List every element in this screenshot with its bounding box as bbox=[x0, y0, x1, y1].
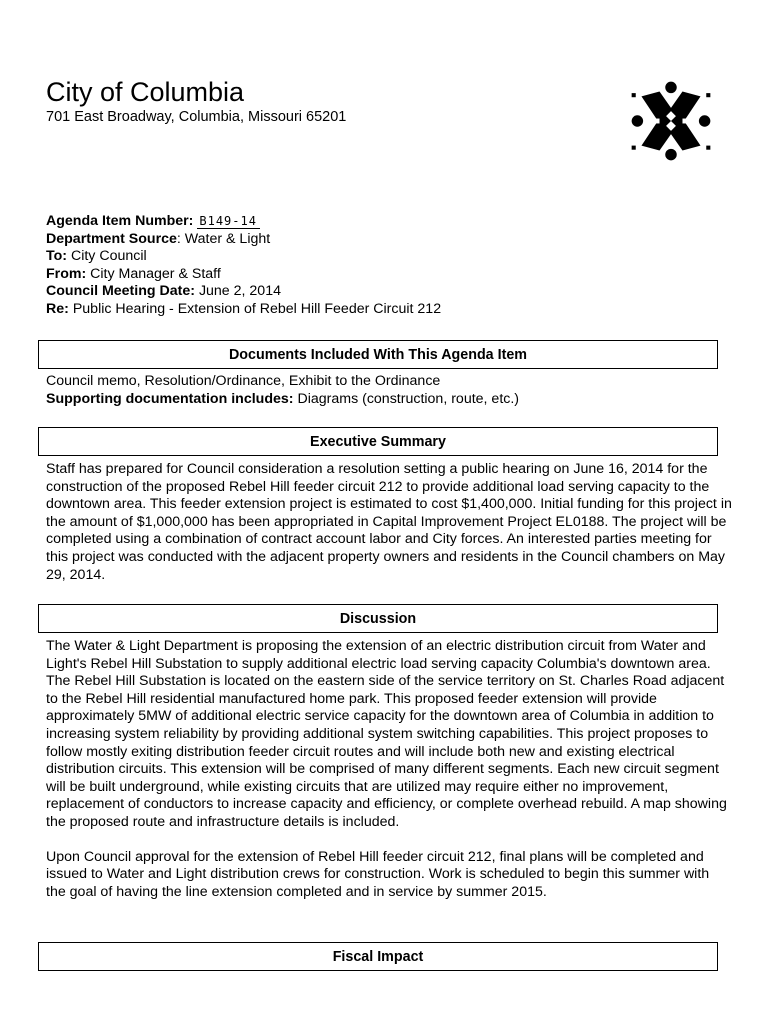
documents-heading: Documents Included With This Agenda Item bbox=[38, 340, 718, 369]
re-label: Re: bbox=[46, 300, 69, 317]
executive-summary-text: Staff has prepared for Council consideration a resolution setting a public hearing on June 16, 2014 for the construction of the proposed Rebel Hill feeder circuit 212 to provide additional load serving capacity to the downtown area. This feeder extension project is estimated to cost $1,400,000. Initial funding for this project in the amount of $1,000,000 has been appropriated in Capital Improvement Project EL0188. The project will be completed using a combination of contract account labor and City forces. An interested parties meeting for this project was conducted with the adjacent property owners and residents in the Council chambers on May 29, 2014. bbox=[46, 461, 732, 583]
from-value: City Manager & Staff bbox=[90, 265, 221, 282]
discussion-body bbox=[46, 638, 732, 901]
to-label: To: bbox=[46, 248, 68, 265]
documents-line: Council memo, Resolution/Ordinance, Exhibit to the Ordinance bbox=[46, 373, 441, 389]
discussion-heading: Discussion bbox=[38, 604, 718, 633]
from-row bbox=[46, 266, 726, 284]
fiscal-impact-heading: Fiscal Impact bbox=[38, 942, 718, 971]
supporting-docs-label: Supporting documentation includes: bbox=[46, 390, 294, 407]
department-value: Water & Light bbox=[184, 230, 271, 247]
from-label: From: bbox=[46, 265, 87, 282]
city-seal-icon bbox=[630, 78, 712, 164]
to-value: City Council bbox=[70, 248, 147, 265]
re-value: Public Hearing - Extension of Rebel Hill Feeder Circuit 212 bbox=[72, 300, 442, 317]
executive-summary-heading: Executive Summary bbox=[38, 427, 718, 456]
meeting-date-value: June 2, 2014 bbox=[198, 283, 281, 300]
page-title: City of Columbia bbox=[46, 77, 245, 107]
agenda-item-row bbox=[46, 213, 726, 231]
supporting-docs-value: Diagrams (construction, route, etc.) bbox=[297, 390, 520, 407]
to-row bbox=[46, 248, 726, 266]
department-label: Department Source bbox=[46, 230, 177, 247]
agenda-item-label: Agenda Item Number: bbox=[46, 213, 194, 229]
city-address: 701 East Broadway, Columbia, Missouri 65201 bbox=[46, 109, 347, 125]
discussion-paragraph-1: The Water & Light Department is proposing the extension of an electric distribution circuit from Water and Light's Rebel Hill Substation to supply additional electric load serving capacity Columbia's downtown area. The Rebel Hill Substation is located on the eastern side of the service territory on St. Charles Road adjacent to the Rebel Hill residential manufactured home park. This proposed feeder extension will provide approximately 5MW of additional electric service capacity for the downtown area of Columbia in addition to increasing system reliability by providing additional system switching capabilities. This project proposes to follow mostly exiting distribution feeder circuit routes and will include both new and existing electrical distribution circuits. This extension will be comprised of many different segments. Each new circuit segment will be built underground, while existing circuits that are utilized may require either no improvement, replacement of conductors to increase capacity and efficiency, or complete overhead rebuild. A map showing the proposed route and infrastructure details is included. bbox=[46, 638, 727, 830]
agenda-meta bbox=[46, 213, 726, 319]
meeting-date-label: Council Meeting Date: bbox=[46, 283, 195, 300]
supporting-docs-row bbox=[46, 391, 732, 409]
agenda-item-number: B149-14 bbox=[197, 214, 260, 229]
re-row bbox=[46, 301, 726, 319]
documents-body bbox=[46, 373, 732, 408]
meeting-date-row bbox=[46, 283, 726, 301]
discussion-paragraph-2: Upon Council approval for the extension of Rebel Hill feeder circuit 212, final plans will be completed and issued to Water and Light distribution crews for construction. Work is scheduled to begin this summer with the goal of having the line extension completed and in service by summer 2015. bbox=[46, 848, 710, 900]
executive-summary-body bbox=[46, 461, 732, 584]
department-row: Department Source: Water & Light bbox=[46, 230, 271, 247]
